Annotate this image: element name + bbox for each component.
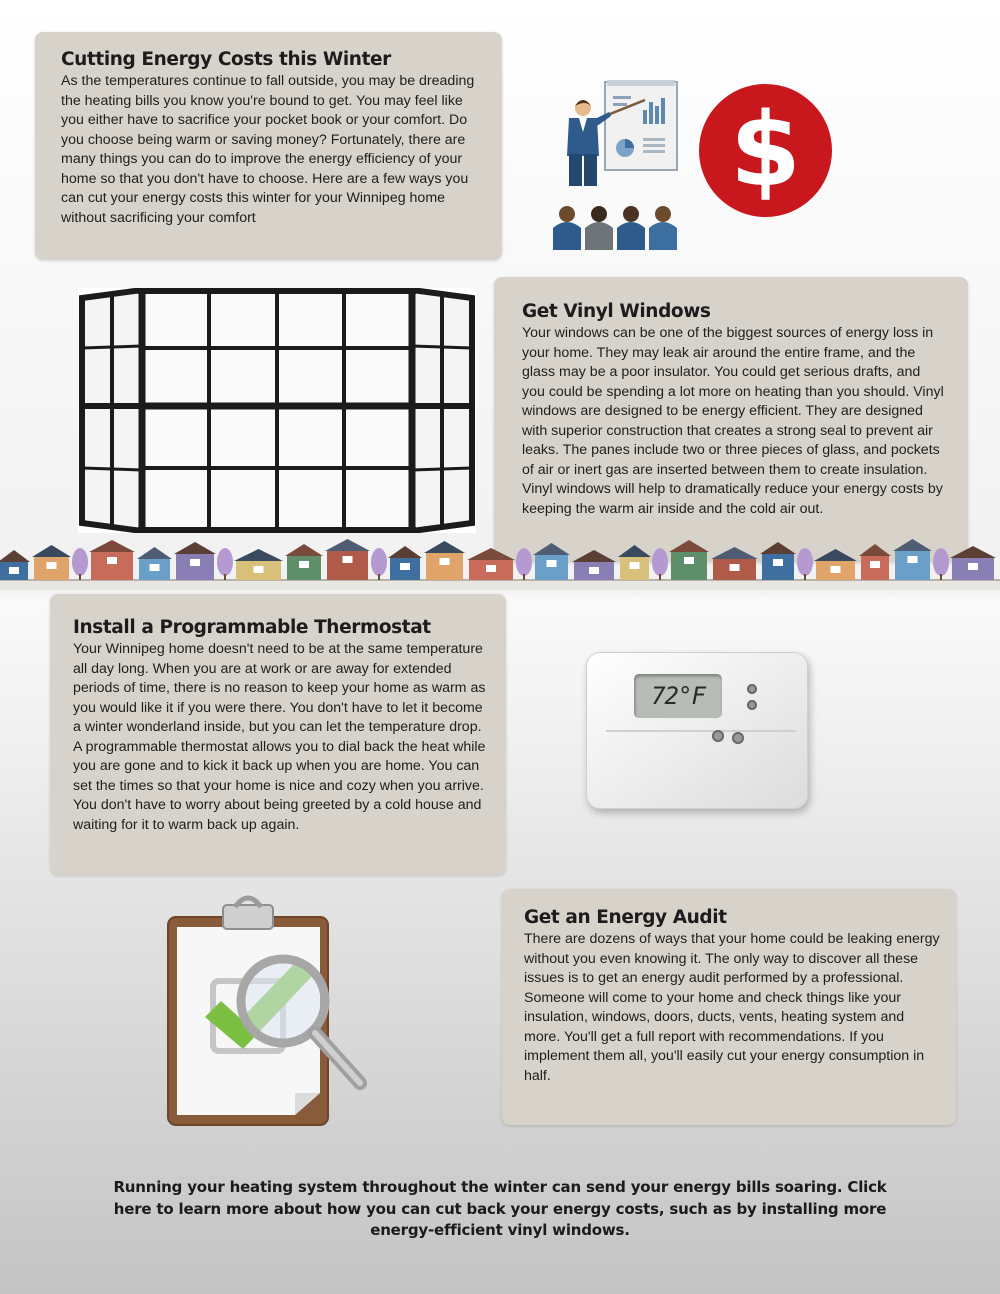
presenter-illustration <box>545 78 700 253</box>
house-roof <box>89 540 135 552</box>
house-window <box>908 556 918 563</box>
house-window <box>684 557 694 564</box>
house-roof <box>760 542 796 554</box>
house-window <box>831 566 841 573</box>
house <box>176 554 214 580</box>
house-roof <box>893 539 932 551</box>
house-window <box>343 556 353 563</box>
tree <box>516 548 532 576</box>
intro-body: As the temperatures continue to fall outside, you may be dreading the heating bills you know you're bound to get. You may feel like you either have to sacrifice your pocket book or your comfort. Do you choose being warm or saving money? Fortunately, there are many things you can do to improve the energy efficiency of your home so that you don't have to choose. Here are a few ways you can cut your energy costs this winter for your Winnipeg home without sacrificing your comfort <box>61 73 475 226</box>
thermostat-card <box>50 594 506 875</box>
thermostat-down-button[interactable] <box>747 700 757 710</box>
house <box>91 552 133 580</box>
tree-trunk <box>804 574 806 580</box>
tree-trunk <box>224 574 226 580</box>
tree-trunk <box>79 574 81 580</box>
house-window <box>190 559 200 566</box>
thermostat-body: Your Winnipeg home doesn't need to be at the same temperature all day long. When you are at work or are away for extended periods of time, there is no reason to keep your home as warm as you would like it if you were there. You don't have to let it become a winter wonderland inside, but you can let the temperature drop. A programmable thermostat allows you to dial back the heat while you are gone and to kick it back up when you are home. You can set the times so that your home is nice and cozy when you arrive. You don't have to worry about being greeted by a cold house and waiting for it to warm back up again. <box>73 641 486 833</box>
house-window <box>47 562 57 569</box>
neighborhood-illustration <box>0 530 1000 590</box>
house-roof <box>859 544 891 556</box>
house-window <box>486 565 496 572</box>
house-roof <box>950 546 996 558</box>
house-window <box>150 564 160 571</box>
house-window <box>254 566 264 573</box>
tree-trunk <box>378 574 380 580</box>
house-roof <box>174 542 216 554</box>
thermostat-set-button[interactable] <box>732 732 744 744</box>
house-window <box>107 557 117 564</box>
house-roof <box>234 549 283 561</box>
thermostat-mode-button[interactable] <box>712 730 724 742</box>
house <box>895 551 930 580</box>
house <box>535 555 568 580</box>
clipboard-magnifier-illustration <box>165 893 370 1128</box>
house-window <box>547 560 557 567</box>
vinyl-windows-card <box>494 277 968 562</box>
tree-trunk <box>940 574 942 580</box>
house-roof <box>669 540 709 552</box>
house-roof <box>424 541 465 553</box>
house-window <box>400 563 410 570</box>
house-window <box>440 558 450 565</box>
intro-title: Cutting Energy Costs this Winter <box>61 49 391 70</box>
house-roof <box>572 550 616 562</box>
closing-call-to-action[interactable]: Running your heating system throughout the winter can send your energy bills soaring. Click here to learn more about how you can cut back your energy costs, such as by installing more energy-efficient vinyl windows. <box>113 1178 887 1239</box>
house-window <box>630 562 640 569</box>
thermostat-temperature: 72°F <box>651 682 705 710</box>
house-roof <box>0 550 30 562</box>
house-roof <box>711 547 758 559</box>
thermostat-title: Install a Programmable Thermostat <box>73 617 431 638</box>
house-roof <box>618 545 651 557</box>
tree <box>72 548 88 576</box>
house-window <box>589 567 599 574</box>
tree <box>797 548 813 576</box>
house-window <box>773 559 783 566</box>
house-roof <box>32 545 71 557</box>
energy-audit-title: Get an Energy Audit <box>524 907 727 928</box>
house <box>327 551 368 580</box>
house-window <box>730 564 740 571</box>
house <box>671 552 707 580</box>
house-roof <box>533 543 570 555</box>
bay-window-illustration <box>78 288 476 533</box>
tree <box>933 548 949 576</box>
tree <box>371 548 387 576</box>
vinyl-windows-title: Get Vinyl Windows <box>522 301 711 322</box>
house-window <box>968 563 978 570</box>
house-roof <box>814 549 857 561</box>
house-roof <box>388 546 422 558</box>
house-roof <box>285 544 323 556</box>
thermostat-illustration <box>586 652 808 809</box>
tree-trunk <box>659 574 661 580</box>
house-roof <box>137 547 172 559</box>
house <box>426 553 463 580</box>
house-roof <box>325 539 370 551</box>
house-window <box>870 561 880 568</box>
energy-audit-card <box>502 889 956 1125</box>
tree <box>217 548 233 576</box>
house <box>762 554 794 580</box>
vinyl-windows-body: Your windows can be one of the biggest sources of energy loss in your home. They may leak air around the entire frame, and the glass may be a poor insulator. You could get serious drafts, and you could be spending a lot more on heating than you should. Vinyl windows are designed to be energy efficient. They are designed with superior construction that creates a strong seal to prevent air leaks. The panes include two or three pieces of glass, and pockets of air or inert gas are inserted between them to create insulation. Vinyl windows will help to dramatically reduce your energy costs by keeping the warm air inside and the cold air out. <box>522 325 944 517</box>
thermostat-up-button[interactable] <box>747 684 757 694</box>
dollar-icon <box>699 84 832 217</box>
tree <box>652 548 668 576</box>
house-window <box>299 561 309 568</box>
thermostat-display <box>634 674 722 718</box>
house-window <box>9 567 19 574</box>
intro-card <box>35 32 502 260</box>
dollar-symbol: $ <box>730 90 801 210</box>
house-roof <box>467 548 515 560</box>
energy-audit-body: There are dozens of ways that your home could be leaking energy without you even knowing it. The only way to discover all these issues is to get an energy audit performed by a professional. Someone will come to your home and check things like your insulation, windows, doors, ducts, vents, heating system and more. You'll get a full report with recommendations. If you implement them all, you'll easily cut your energy consumption in half. <box>524 931 940 1084</box>
tree-trunk <box>523 574 525 580</box>
